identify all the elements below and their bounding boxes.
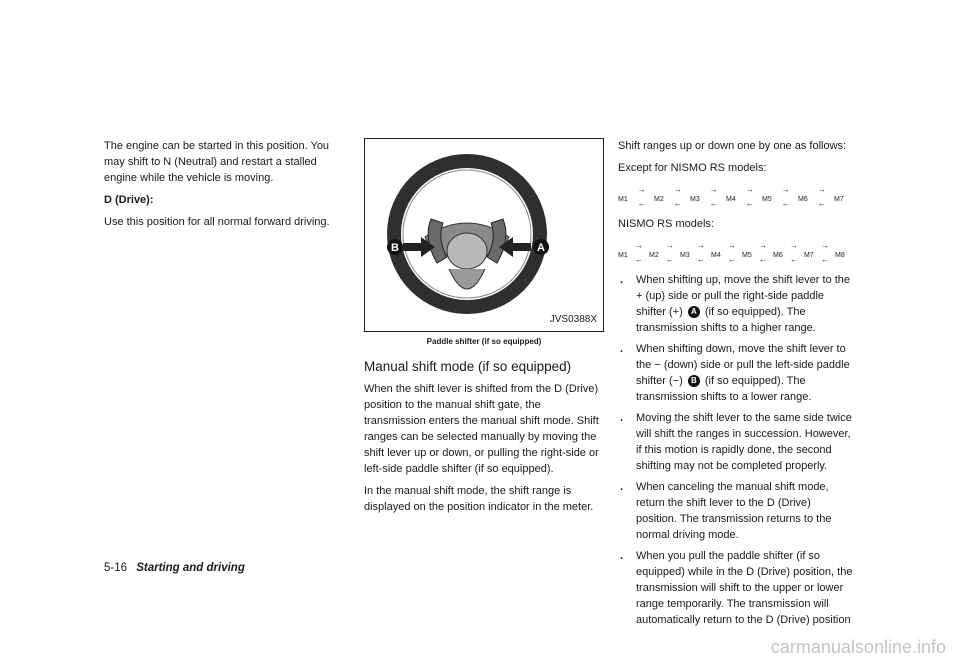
gear-label: M6 <box>773 252 783 259</box>
arrow-right-icon: → <box>709 185 718 194</box>
arrow-right-icon: → <box>673 185 682 194</box>
figure-caption: Paddle shifter (if so equipped) <box>426 337 542 346</box>
paragraph-indicator: In the manual shift mode, the shift range is displayed on the position indicator in the meter. <box>364 485 594 513</box>
arrow-right-icon: → <box>666 241 675 250</box>
bullet-text: When shifting up, move the shift lever to the + (up) side or pull the right-side paddle shifter (+) <box>636 274 851 318</box>
gear-label: M2 <box>654 196 664 203</box>
gear-label: M4 <box>726 196 736 203</box>
bullet: . <box>620 412 624 424</box>
arrow-left-icon: ← <box>745 199 754 208</box>
arrow-left-icon: ← <box>697 255 706 264</box>
arrow-right-icon: → <box>635 241 644 250</box>
arrow-left-icon: ← <box>637 199 646 208</box>
arrow-right-icon: → <box>697 241 706 250</box>
gear-label: M6 <box>798 196 808 203</box>
list-item <box>618 479 854 543</box>
arrow-left-icon: ← <box>821 255 830 264</box>
arrow-left-icon: ← <box>790 255 799 264</box>
gear-label: M2 <box>649 252 659 259</box>
label-b: B <box>391 242 399 254</box>
section-title: Manual shift mode (if so equipped) <box>364 359 572 374</box>
gear-label: M8 <box>835 252 845 259</box>
bullet: . <box>620 274 624 286</box>
list-item <box>618 410 854 474</box>
arrow-left-icon: ← <box>666 255 675 264</box>
arrow-right-icon: → <box>759 241 768 250</box>
marker-b-icon: B <box>688 375 700 387</box>
arrow-left-icon: ← <box>635 255 644 264</box>
bullet: . <box>620 481 624 493</box>
arrow-left-icon: ← <box>673 199 682 208</box>
nismo-label: NISMO RS models: <box>618 218 714 230</box>
gear-label: M4 <box>711 252 721 259</box>
bullet-text: Moving the shift lever to the same side twice will shift the ranges in succession. However, if this motion is rapidly done, the second shifting may not be completed properly. <box>636 412 852 472</box>
except-label: Except for NISMO RS models: <box>618 162 767 174</box>
chapter-title: Starting and driving <box>136 562 245 574</box>
list-item <box>618 341 854 405</box>
left-column <box>104 138 346 236</box>
marker-a-icon: A <box>688 306 700 318</box>
arrow-right-icon: → <box>817 185 826 194</box>
gear-label: M1 <box>618 252 628 259</box>
wheel-hub <box>447 233 487 269</box>
gear-label: M3 <box>680 252 690 259</box>
bullet-text: When you pull the paddle shifter (if so equipped) while in the D (Drive) position, the transmission will shift to the upper or lower range temporarily. The transmission will automatically return to the D (Drive) position <box>636 550 853 626</box>
label-a: A <box>537 242 545 254</box>
arrow-right-icon: → <box>790 241 799 250</box>
bullet-text: (if so equipped). The transmission shifts to a higher range. <box>636 306 816 334</box>
arrow-right-icon: → <box>821 241 830 250</box>
arrow-left-icon: ← <box>709 199 718 208</box>
gear-label: M3 <box>690 196 700 203</box>
middle-column <box>364 138 604 521</box>
gear-label: M5 <box>762 196 772 203</box>
page-number: 5-16 <box>104 562 128 574</box>
gear-sequence-nismo <box>618 238 854 264</box>
bullet: . <box>620 343 624 355</box>
gear-label: M1 <box>618 196 628 203</box>
steering-wheel-illustration <box>365 139 603 331</box>
gear-label: M7 <box>804 252 814 259</box>
bullet-text: When shifting down, move the shift lever to the − (down) side or pull the left-side paddle shifter (−) <box>636 343 850 387</box>
gear-label: M7 <box>834 196 844 203</box>
figure-code: JVS0388X <box>549 314 597 325</box>
paragraph-manual-mode: When the shift lever is shifted from the D (Drive) position to the manual shift gate, the transmission enters the manual shift mode. Shift ranges can be selected manually by moving the shift lever up or down, or pulling the right-side or left-side paddle shifter (if so equipped). <box>364 383 599 475</box>
arrow-right-icon: → <box>781 185 790 194</box>
paragraph-drive: Use this position for all normal forward driving. <box>104 216 330 228</box>
arrow-left-icon: ← <box>817 199 826 208</box>
bullet-text: When canceling the manual shift mode, return the shift lever to the D (Drive) position. The transmission returns to the normal driving mode. <box>636 481 832 541</box>
watermark: carmanualsonline.info <box>770 637 946 657</box>
list-item <box>618 548 854 628</box>
paddle-shifter-figure <box>364 138 604 332</box>
heading-drive: D (Drive): <box>104 194 154 206</box>
list-item <box>618 272 854 336</box>
arrow-right-icon: → <box>728 241 737 250</box>
page-footer <box>104 562 245 574</box>
arrow-right-icon: → <box>745 185 754 194</box>
arrow-left-icon: ← <box>759 255 768 264</box>
right-column <box>618 138 854 633</box>
gear-label: M5 <box>742 252 752 259</box>
arrow-left-icon: ← <box>728 255 737 264</box>
shift-notes-list <box>618 272 854 628</box>
paragraph-engine-start: The engine can be started in this position. You may shift to N (Neutral) and restart a stalled engine while the vehicle is moving. <box>104 140 330 184</box>
gear-sequence-except <box>618 182 854 208</box>
shift-intro: Shift ranges up or down one by one as follows: <box>618 140 847 152</box>
bullet: . <box>620 550 624 562</box>
bullet-text: (if so equipped). The transmission shifts to a lower range. <box>636 375 812 403</box>
arrow-left-icon: ← <box>781 199 790 208</box>
arrow-right-icon: → <box>637 185 646 194</box>
